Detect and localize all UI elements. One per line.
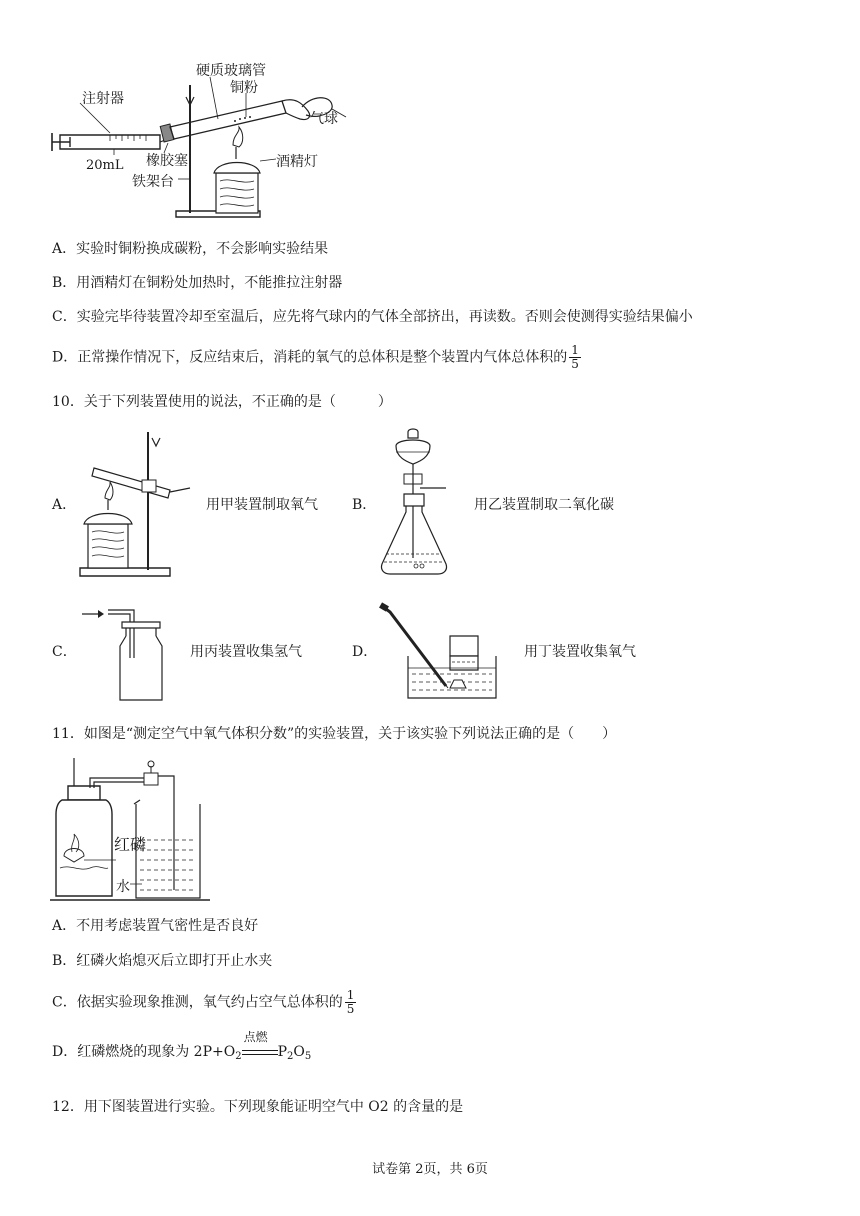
label-hard-glass-tube: 硬质玻璃管 xyxy=(196,63,266,79)
q11-option-a[interactable] xyxy=(52,916,258,936)
label-red-phosphorus: 红磷 xyxy=(114,835,147,854)
label-syringe: 注射器 xyxy=(82,91,124,107)
q10-option-a-letter[interactable]: A． xyxy=(52,497,77,513)
q10-figure-d-apparatus xyxy=(378,602,498,702)
label-iron-stand: 铁架台 xyxy=(132,174,174,190)
q9-option-a-letter: A． xyxy=(52,241,77,257)
q11-option-c[interactable] xyxy=(52,989,356,1016)
q9-option-b-text: 用酒精灯在铜粉处加热时，不能推拉注射器 xyxy=(76,275,343,291)
equals-sign xyxy=(242,1050,278,1055)
label-copper-powder: 铜粉 xyxy=(230,80,258,96)
reaction-condition-text: 点燃 xyxy=(243,1030,268,1044)
copper-apparatus-drawing xyxy=(50,55,360,225)
q11-option-d-letter: D． xyxy=(52,1044,78,1060)
q10-option-d-text: 用丁装置收集氧气 xyxy=(524,644,636,660)
q11-option-c-letter: C． xyxy=(52,994,77,1011)
subscript: 2 xyxy=(235,1051,242,1062)
q9-option-c-text: 实验完毕待装置冷却至室温后，应先将气球内的气体全部挤出，再读数。否则会使测得实验结果偏小 xyxy=(76,309,693,325)
red-phosphorus-drawing xyxy=(50,756,220,906)
q10-option-c-text: 用丙装置收集氢气 xyxy=(190,644,302,660)
subscript: 2 xyxy=(287,1051,294,1062)
label-rubber-stopper: 橡胶塞 xyxy=(146,153,188,169)
figure-copper-apparatus xyxy=(50,55,360,225)
q11-option-a-text: 不用考虑装置气密性是否良好 xyxy=(76,918,259,934)
q10-option-b-letter[interactable]: B． xyxy=(352,497,377,513)
q11-option-c-text: 依据实验现象推测，氧气约占空气总体积的 xyxy=(76,994,343,1011)
label-balloon: 气球 xyxy=(310,111,338,127)
q11-option-a-letter: A． xyxy=(52,918,77,934)
q9-option-a[interactable] xyxy=(52,239,328,259)
q9-option-d-letter: D． xyxy=(52,349,78,366)
label-water: 水 xyxy=(116,876,130,896)
q10-figure-a-apparatus xyxy=(80,428,210,580)
product: P xyxy=(277,1044,288,1060)
q9-option-b-letter: B． xyxy=(52,275,77,291)
product-oxygen: O xyxy=(293,1044,305,1060)
q10-figure-b-apparatus xyxy=(378,428,468,578)
q9-option-d-text: 正常操作情况下，反应结束后，消耗的氧气的总体积是整个装置内气体总体积的 xyxy=(77,349,568,366)
fraction-denominator: 5 xyxy=(571,357,579,371)
figure-red-phosphorus-apparatus xyxy=(50,756,220,906)
q11-option-d[interactable] xyxy=(52,1030,312,1067)
page-footer: 试卷第 2页，共 6页 xyxy=(372,1162,488,1177)
q9-option-d-fraction xyxy=(569,344,581,371)
q9-option-b[interactable] xyxy=(52,273,342,293)
label-alcohol-lamp: 酒精灯 xyxy=(276,154,318,170)
q10-stem: 10．关于下列装置使用的说法，不正确的是（ ） xyxy=(52,394,392,410)
q11-option-b-text: 红磷火焰熄灭后立即打开止水夹 xyxy=(76,953,273,969)
subscript: 5 xyxy=(304,1051,312,1062)
q10-option-a-text: 用甲装置制取氧气 xyxy=(206,497,318,513)
q9-option-d[interactable] xyxy=(52,344,581,371)
q10-option-d-letter[interactable]: D． xyxy=(352,644,378,660)
q10-figure-c-apparatus xyxy=(80,604,170,704)
q9-option-c[interactable] xyxy=(52,307,693,327)
q9-option-c-letter: C． xyxy=(52,309,77,325)
q11-option-b-letter: B． xyxy=(52,953,77,969)
q9-option-a-text: 实验时铜粉换成碳粉，不会影响实验结果 xyxy=(76,241,329,257)
q11-option-b[interactable] xyxy=(52,951,272,971)
label-volume: 20mL xyxy=(86,158,124,173)
fraction-denominator: 5 xyxy=(346,1002,355,1016)
q11-option-c-fraction xyxy=(345,989,357,1016)
q10-option-b-text: 用乙装置制取二氧化碳 xyxy=(474,497,614,513)
q11-option-d-text: 红磷燃烧的现象为 2P+O xyxy=(77,1044,236,1060)
fraction-numerator: 1 xyxy=(571,343,579,357)
reaction-condition xyxy=(242,1030,278,1062)
q11-stem: 11．如图是“测定空气中氧气体积分数”的实验装置，关于该实验下列说法正确的是（ ） xyxy=(52,726,617,742)
q10-option-c-letter[interactable]: C． xyxy=(52,644,77,660)
fraction-numerator: 1 xyxy=(346,988,355,1002)
q12-stem: 12．用下图装置进行实验。下列现象能证明空气中 O2 的含量的是 xyxy=(52,1099,464,1115)
